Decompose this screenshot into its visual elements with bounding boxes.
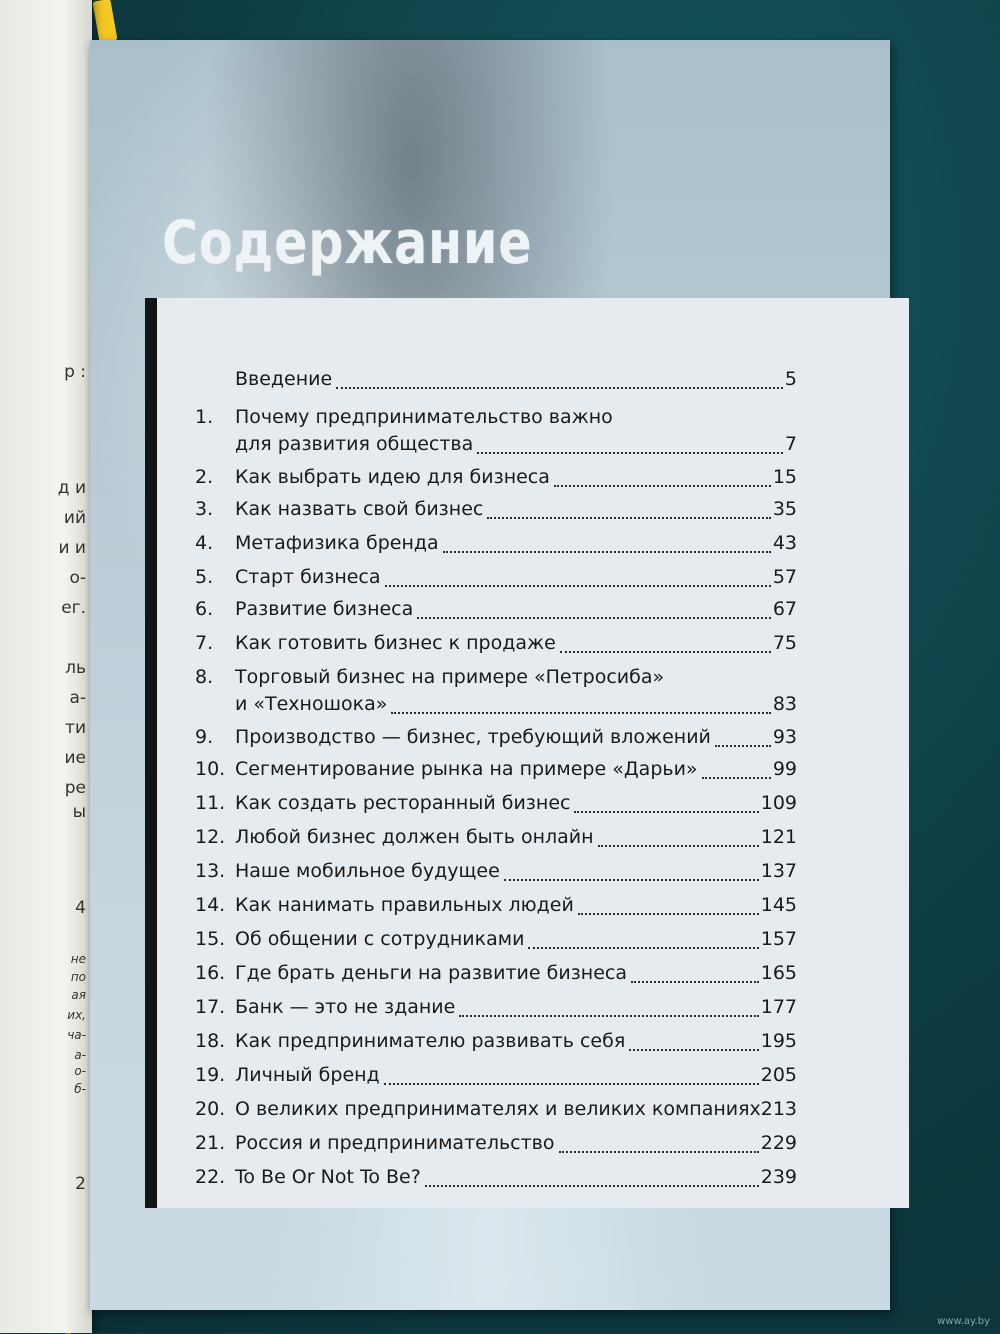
toc-dot-leader xyxy=(384,1083,759,1085)
left-page-text-fragment: а- xyxy=(74,1048,86,1062)
toc-chapter-number: 1. xyxy=(195,406,214,428)
toc-page-number: 177 xyxy=(760,996,797,1018)
toc-page-number: 145 xyxy=(760,894,797,916)
toc-dot-leader xyxy=(425,1185,759,1187)
watermark: www.ay.by xyxy=(937,1316,990,1327)
toc-chapter-number: 5. xyxy=(195,566,214,588)
toc-dot-leader xyxy=(715,745,771,747)
toc-dot-leader xyxy=(554,485,771,487)
toc-dot-leader xyxy=(598,845,759,847)
toc-chapter-title: Как создать ресторанный бизнес xyxy=(235,792,571,814)
toc-dot-leader xyxy=(487,517,771,519)
toc-dot-leader xyxy=(560,651,771,653)
toc-chapter-title: To Be Or Not To Be? xyxy=(235,1166,421,1188)
toc-dot-leader xyxy=(336,387,783,389)
toc-chapter-title: Торговый бизнес на примере «Петросиба» xyxy=(235,666,665,688)
toc-chapter-number: 3. xyxy=(195,498,214,520)
toc-dot-leader xyxy=(459,1015,759,1017)
toc-chapter-title: Как нанимать правильных людей xyxy=(235,894,574,916)
toc-chapter-number: 18. xyxy=(195,1030,226,1052)
left-page-text-fragment: ег. xyxy=(61,598,86,618)
toc-dot-leader xyxy=(559,1151,759,1153)
toc-chapter-title-continued: для развития общества xyxy=(235,433,474,455)
toc-dot-leader xyxy=(578,913,759,915)
toc-page-number: 109 xyxy=(760,792,797,814)
left-page-text-fragment: ие xyxy=(64,748,86,768)
table-of-contents xyxy=(145,298,909,1208)
left-page-text-fragment: р : xyxy=(64,362,86,382)
toc-dot-leader xyxy=(528,947,759,949)
left-page-text-fragment: о- xyxy=(69,568,86,588)
toc-chapter-number: 13. xyxy=(195,860,226,882)
toc-chapter-title: Развитие бизнеса xyxy=(235,598,414,620)
toc-page-number: 137 xyxy=(760,860,797,882)
left-page-text-fragment: 2 xyxy=(75,1174,86,1194)
left-page-text-fragment: по xyxy=(70,970,86,984)
toc-dot-leader xyxy=(477,452,783,454)
toc-page-number: 93 xyxy=(772,726,797,748)
toc-page-number: 229 xyxy=(760,1132,797,1154)
toc-page-number: 43 xyxy=(772,532,797,554)
toc-chapter-title: Россия и предпринимательство xyxy=(235,1132,555,1154)
left-page-text-fragment: ча- xyxy=(67,1028,86,1042)
toc-page-number: 121 xyxy=(760,826,797,848)
toc-chapter-number: 9. xyxy=(195,726,214,748)
toc-page-number: 157 xyxy=(760,928,797,950)
left-page-text-fragment: их, xyxy=(67,1008,86,1022)
contents-page xyxy=(90,40,890,1310)
toc-chapter-title: Об общении с сотрудниками xyxy=(235,928,525,950)
toc-page-number: 15 xyxy=(772,466,797,488)
toc-chapter-number: 2. xyxy=(195,466,214,488)
left-page-text-fragment: ре xyxy=(64,778,86,798)
left-page-text-fragment: ль xyxy=(65,658,86,678)
toc-page-number: 67 xyxy=(772,598,797,620)
toc-page-number: 75 xyxy=(772,632,797,654)
toc-chapter-number: 10. xyxy=(195,758,226,780)
contents-heading: Содержание xyxy=(162,208,533,278)
toc-chapter-title: Как готовить бизнес к продаже xyxy=(235,632,556,654)
toc-dot-leader xyxy=(629,1049,759,1051)
left-page-text-fragment: ы xyxy=(72,802,86,822)
toc-chapter-number: 17. xyxy=(195,996,226,1018)
toc-dot-leader xyxy=(574,811,759,813)
toc-page-number: 5 xyxy=(784,368,797,390)
toc-chapter-title: Старт бизнеса xyxy=(235,566,381,588)
toc-chapter-title: Производство — бизнес, требующий вложений xyxy=(235,726,711,748)
toc-chapter-number: 21. xyxy=(195,1132,226,1154)
toc-page-number: 213 xyxy=(760,1098,797,1120)
toc-chapter-title: О великих предпринимателях и великих компаниях xyxy=(235,1098,761,1120)
toc-chapter-title: Почему предпринимательство важно xyxy=(235,406,613,428)
toc-page-number: 205 xyxy=(760,1064,797,1086)
toc-chapter-title: Личный бренд xyxy=(235,1064,380,1086)
left-facing-page xyxy=(0,0,92,1333)
left-page-text-fragment: 4 xyxy=(75,898,86,918)
toc-chapter-title: Любой бизнес должен быть онлайн xyxy=(235,826,594,848)
toc-chapter-title: Как назвать свой бизнес xyxy=(235,498,484,520)
toc-chapter-number: 22. xyxy=(195,1166,226,1188)
toc-chapter-title: Где брать деньги на развитие бизнеса xyxy=(235,962,627,984)
toc-dot-leader xyxy=(504,879,759,881)
toc-page-number: 83 xyxy=(772,693,797,715)
left-page-text-fragment: не xyxy=(70,952,86,966)
toc-dot-leader xyxy=(417,617,771,619)
toc-chapter-title: Сегментирование рынка на примере «Дарьи» xyxy=(235,758,698,780)
left-page-text-fragment: д и xyxy=(57,478,86,498)
toc-chapter-title: Введение xyxy=(235,368,333,390)
toc-chapter-title: Наше мобильное будущее xyxy=(235,860,500,882)
toc-page-number: 57 xyxy=(772,566,797,588)
left-page-text-fragment: ти xyxy=(65,718,86,738)
toc-dot-leader xyxy=(702,777,771,779)
left-page-text-fragment: и и xyxy=(58,538,86,558)
toc-page-number: 35 xyxy=(772,498,797,520)
toc-chapter-number: 11. xyxy=(195,792,226,814)
toc-page-number: 239 xyxy=(760,1166,797,1188)
left-page-text-fragment: б- xyxy=(74,1082,86,1096)
toc-chapter-number: 20. xyxy=(195,1098,226,1120)
toc-page-number: 195 xyxy=(760,1030,797,1052)
left-page-text-fragment: ий xyxy=(63,508,86,528)
toc-chapter-title: Как предпринимателю развивать себя xyxy=(235,1030,626,1052)
toc-chapter-number: 4. xyxy=(195,532,214,554)
toc-dot-leader xyxy=(385,585,771,587)
toc-chapter-number: 12. xyxy=(195,826,226,848)
toc-dot-leader xyxy=(391,712,771,714)
toc-chapter-number: 8. xyxy=(195,666,214,688)
toc-chapter-number: 7. xyxy=(195,632,214,654)
toc-page-number: 99 xyxy=(772,758,797,780)
toc-dot-leader xyxy=(443,551,771,553)
toc-dot-leader xyxy=(631,981,759,983)
toc-page-number: 165 xyxy=(760,962,797,984)
toc-chapter-number: 16. xyxy=(195,962,226,984)
toc-chapter-number: 6. xyxy=(195,598,214,620)
toc-chapter-title: Банк — это не здание xyxy=(235,996,456,1018)
toc-chapter-title: Метафизика бренда xyxy=(235,532,439,554)
left-page-text-fragment: о- xyxy=(74,1064,86,1078)
toc-chapter-title-continued: и «Техношока» xyxy=(235,693,388,715)
left-page-text-fragment: а- xyxy=(69,688,86,708)
toc-chapter-number: 15. xyxy=(195,928,226,950)
toc-chapter-title: Как выбрать идею для бизнеса xyxy=(235,466,550,488)
toc-chapter-number: 19. xyxy=(195,1064,226,1086)
left-page-text-fragment: ая xyxy=(71,988,86,1002)
toc-chapter-number: 14. xyxy=(195,894,226,916)
toc-page-number: 7 xyxy=(784,433,797,455)
